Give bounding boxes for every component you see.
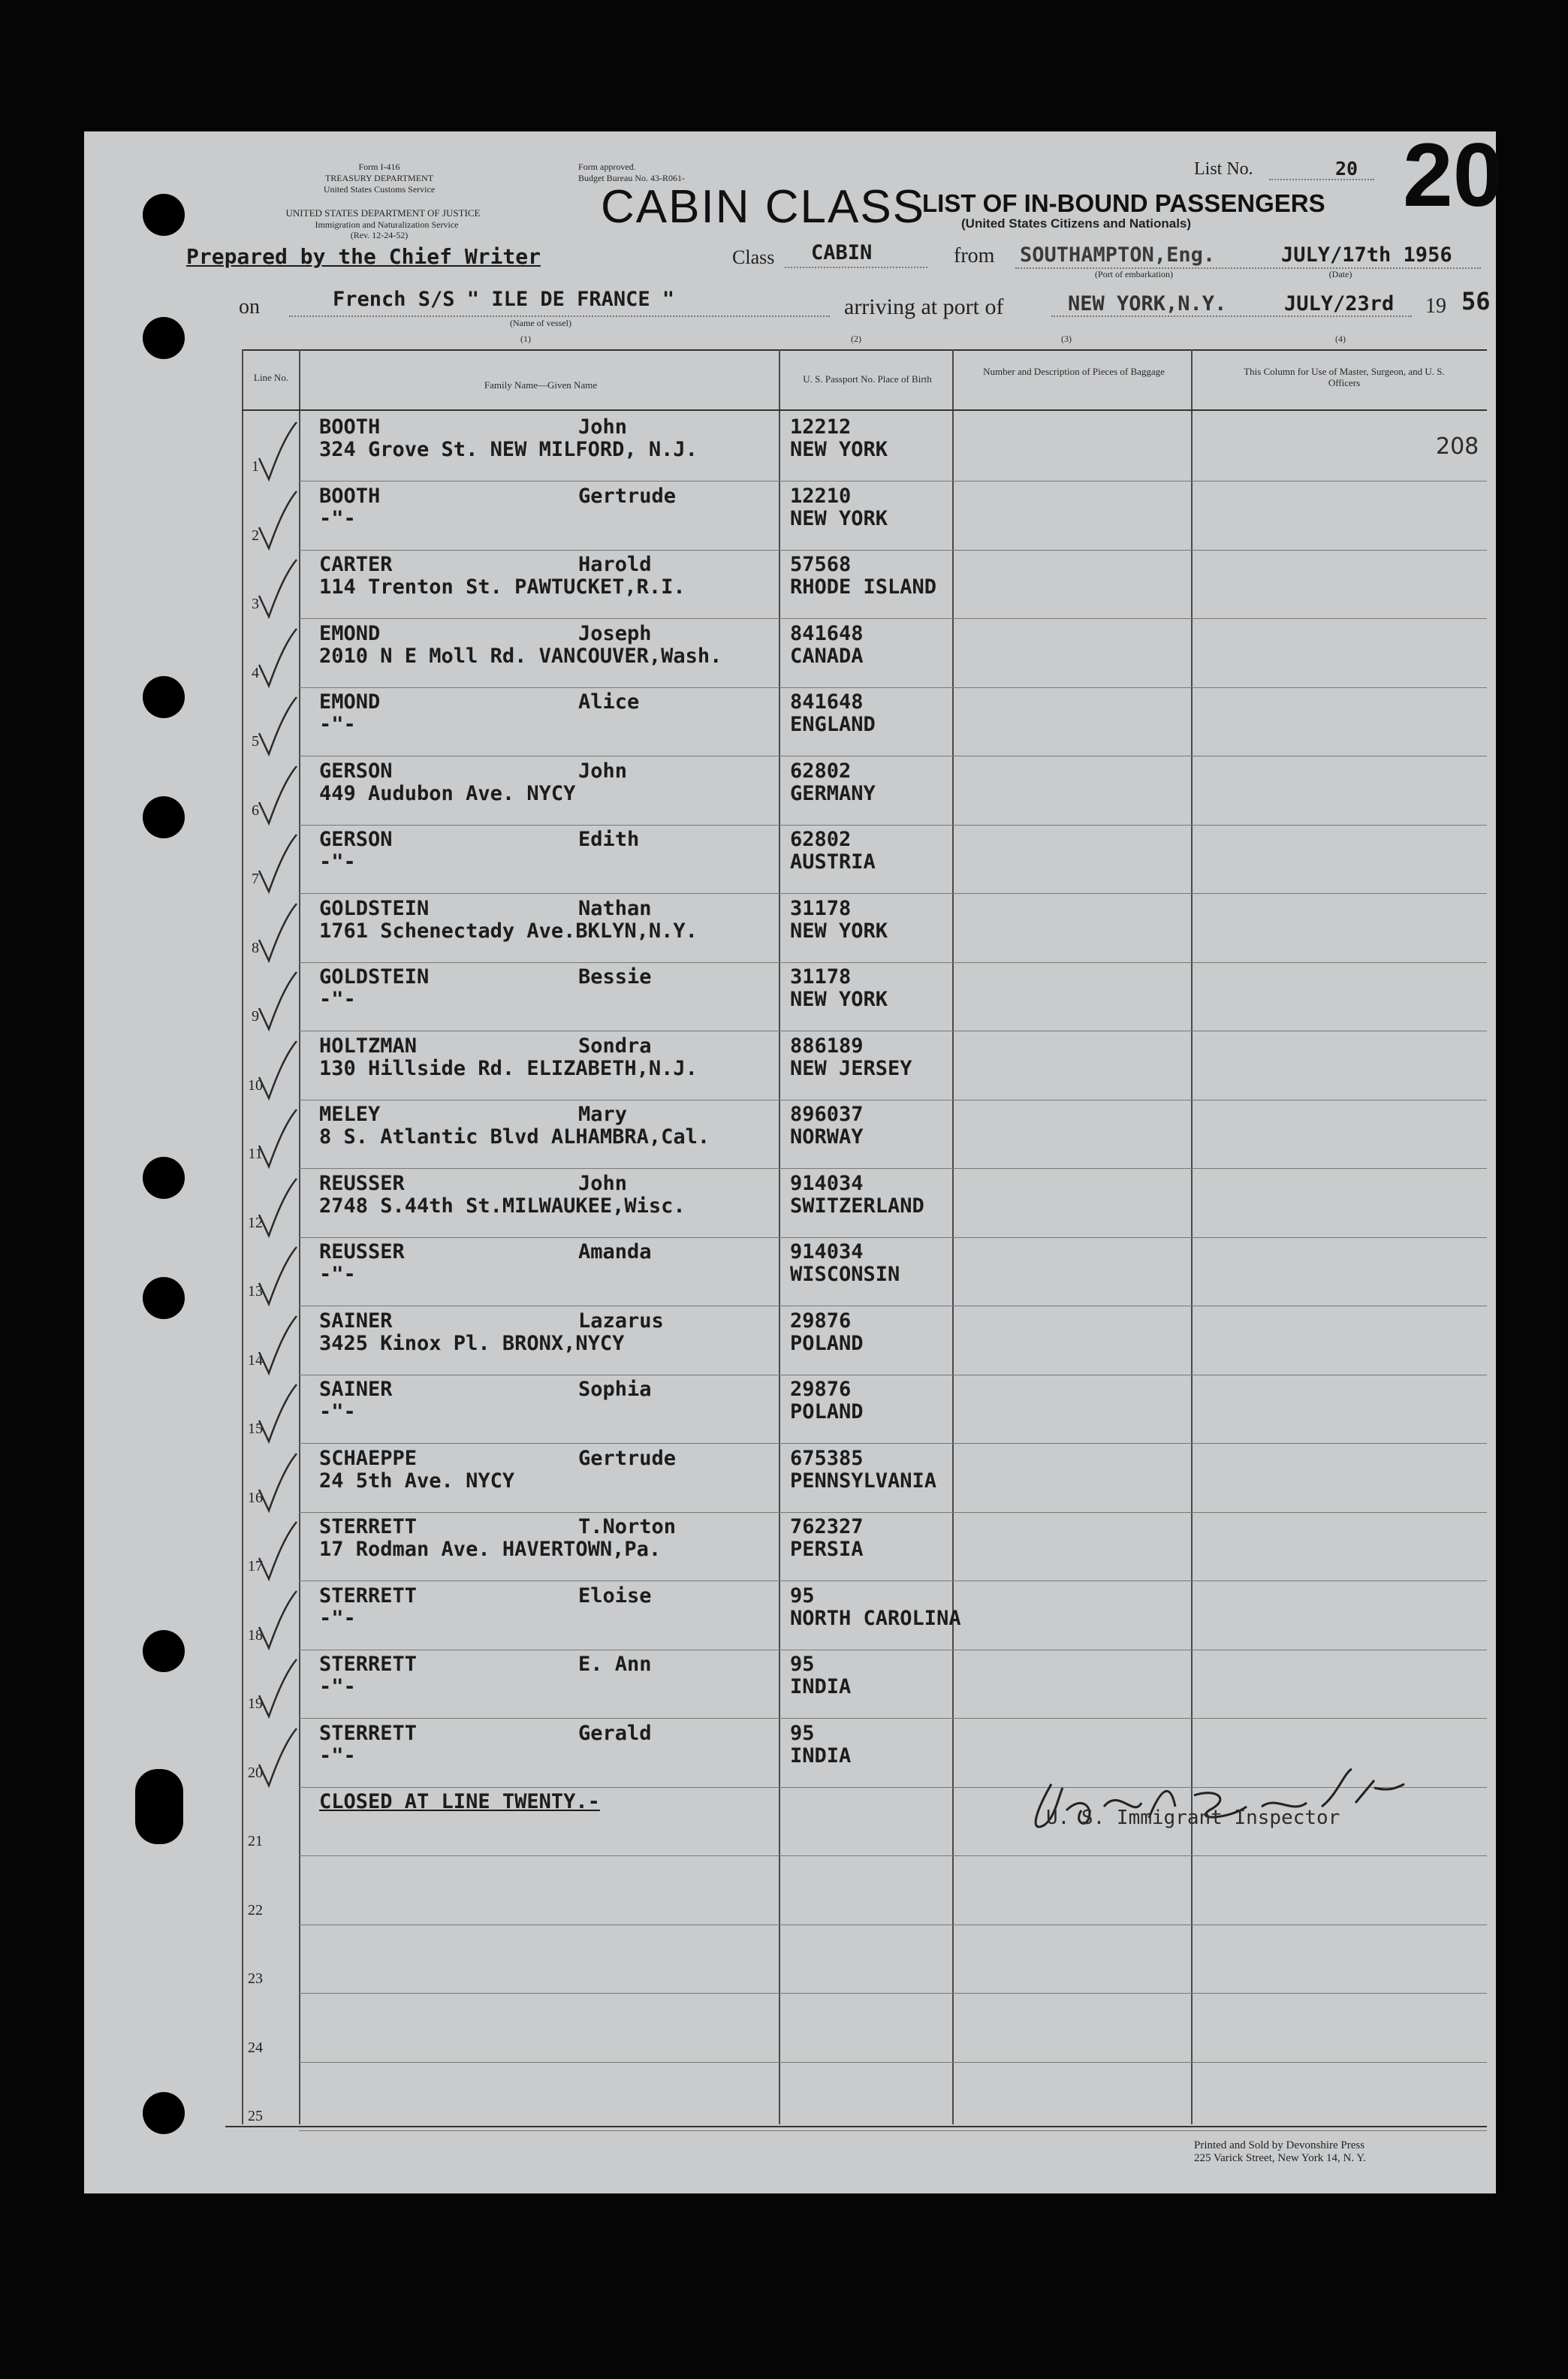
punch-hole	[143, 1277, 185, 1319]
passport-number: 675385	[790, 1447, 864, 1470]
row-divider	[299, 481, 1487, 482]
given-name: John	[578, 759, 628, 783]
check-mark-icon	[255, 1245, 300, 1313]
check-mark-icon	[255, 1108, 300, 1176]
given-name: Lazarus	[578, 1309, 664, 1333]
given-name: Mary	[578, 1103, 628, 1126]
place-of-birth: RHODE ISLAND	[790, 575, 937, 599]
given-name: Gertrude	[578, 485, 677, 508]
line-number: 20	[248, 1765, 263, 1781]
line-number: 23	[248, 1970, 263, 1987]
given-name: Alice	[578, 690, 640, 714]
punch-hole	[143, 1157, 185, 1199]
line-number: 4	[252, 665, 259, 681]
family-name: CLOSED AT LINE TWENTY.-	[319, 1790, 600, 1813]
row-divider	[299, 1443, 1487, 1444]
ins-label: Immigration and Naturalization Service	[315, 219, 459, 230]
line-number: 9	[252, 1008, 259, 1025]
line-number: 3	[252, 596, 259, 612]
passport-number: 762327	[790, 1515, 864, 1538]
line-number: 24	[248, 2039, 263, 2056]
address: -"-	[319, 1607, 356, 1630]
check-mark-icon	[255, 1177, 300, 1245]
row-divider	[299, 550, 1487, 551]
line-number: 10	[248, 1077, 263, 1094]
list-no-value: 20	[1335, 158, 1358, 180]
row-divider	[299, 2130, 1487, 2131]
check-mark-icon	[255, 490, 300, 557]
col-num-3: (3)	[1061, 334, 1072, 344]
passport-number: 914034	[790, 1240, 864, 1263]
address: -"-	[319, 988, 356, 1011]
line-number: 7	[252, 871, 259, 887]
check-mark-icon	[255, 1520, 300, 1588]
line-number: 21	[248, 1833, 263, 1849]
arriving-label: arriving at port of	[844, 294, 1004, 319]
col-num-1: (1)	[520, 334, 531, 344]
place-of-birth: POLAND	[790, 1400, 864, 1423]
class-value: CABIN	[811, 241, 873, 264]
given-name: Joseph	[578, 622, 652, 645]
table-top-border	[242, 349, 1487, 351]
given-name: Harold	[578, 553, 652, 576]
address: 1761 Schenectady Ave.BKLYN,N.Y.	[319, 919, 698, 943]
given-name: John	[578, 415, 628, 439]
passport-number: 95	[790, 1722, 815, 1745]
family-name: EMOND	[319, 690, 381, 714]
inspector-title: U. S. Immigrant Inspector	[1046, 1807, 1340, 1829]
list-subtitle: (United States Citizens and Nationals)	[961, 216, 1192, 231]
place-of-birth: SWITZERLAND	[790, 1194, 924, 1218]
passport-number: 31178	[790, 965, 852, 989]
row-divider	[299, 2062, 1487, 2063]
passport-number: 31178	[790, 897, 852, 920]
check-mark-icon	[255, 1727, 300, 1795]
given-name: E. Ann	[578, 1653, 652, 1676]
revision-label: (Rev. 12-24-52)	[350, 230, 409, 240]
col-header-baggage: Number and Description of Pieces of Baggage	[983, 366, 1165, 377]
address: 17 Rodman Ave. HAVERTOWN,Pa.	[319, 1538, 662, 1561]
place-of-birth: NORWAY	[790, 1125, 864, 1149]
family-name: SAINER	[319, 1378, 393, 1401]
line-number: 5	[252, 733, 259, 750]
passport-number: 29876	[790, 1378, 852, 1401]
check-mark-icon	[255, 696, 300, 763]
row-divider	[299, 825, 1487, 826]
check-mark-icon	[255, 558, 300, 626]
col-header-name: Family Name—Given Name	[484, 379, 598, 391]
line-number: 18	[248, 1627, 263, 1644]
place-of-birth: ENGLAND	[790, 713, 876, 736]
place-of-birth: NEW YORK	[790, 919, 888, 943]
passport-number: 62802	[790, 828, 852, 851]
approval-label: Form approved.	[578, 162, 636, 172]
address: 2748 S.44th St.MILWAUKEE,Wisc.	[319, 1194, 686, 1218]
given-name: Nathan	[578, 897, 652, 920]
check-mark-icon	[255, 1315, 300, 1382]
family-name: HOLTZMAN	[319, 1034, 418, 1058]
list-no-line	[1269, 179, 1374, 180]
prepared-by: Prepared by the Chief Writer	[186, 244, 541, 269]
family-name: GOLDSTEIN	[319, 897, 430, 920]
punch-hole	[143, 1630, 185, 1672]
budget-label: Budget Bureau No. 43-R061-	[578, 173, 685, 183]
year-prefix: 19	[1425, 294, 1446, 318]
list-big-number: 20	[1403, 125, 1503, 225]
family-name: REUSSER	[319, 1172, 405, 1195]
passport-number: 95	[790, 1653, 815, 1676]
form-number: Form I-416	[358, 162, 400, 172]
check-mark-icon	[255, 1590, 300, 1657]
place-of-birth: WISCONSIN	[790, 1263, 900, 1286]
passport-number: 57568	[790, 553, 852, 576]
punch-hole	[143, 676, 185, 718]
row-divider	[299, 893, 1487, 894]
class-line	[785, 267, 927, 268]
given-name: Gerald	[578, 1722, 652, 1745]
place-of-birth: CANADA	[790, 645, 864, 668]
row-divider	[299, 618, 1487, 619]
family-name: SAINER	[319, 1309, 393, 1333]
check-mark-icon	[255, 765, 300, 832]
from-label: from	[954, 244, 995, 267]
address: -"-	[319, 1675, 356, 1698]
given-name: Sophia	[578, 1378, 652, 1401]
list-no-label: List No.	[1194, 159, 1253, 179]
stamp-number: 208	[1436, 433, 1479, 460]
address: 24 5th Ave. NYCY	[319, 1469, 515, 1493]
vessel-line	[289, 315, 830, 317]
on-label: on	[239, 295, 260, 319]
address: -"-	[319, 1400, 356, 1423]
given-name: Sondra	[578, 1034, 652, 1058]
given-name: Amanda	[578, 1240, 652, 1263]
row-divider	[299, 962, 1487, 963]
col-num-2: (2)	[851, 334, 861, 344]
line-number: 25	[248, 2108, 263, 2124]
row-divider	[299, 1580, 1487, 1581]
family-name: REUSSER	[319, 1240, 405, 1263]
place-of-birth: NEW YORK	[790, 507, 888, 530]
place-of-birth: GERMANY	[790, 782, 876, 805]
place-of-birth: PENNSYLVANIA	[790, 1469, 937, 1493]
punch-hole	[143, 796, 185, 838]
justice-label: UNITED STATES DEPARTMENT OF JUSTICE	[285, 207, 481, 219]
address: 8 S. Atlantic Blvd ALHAMBRA,Cal.	[319, 1125, 710, 1149]
vessel-caption: (Name of vessel)	[510, 318, 571, 328]
col-header-line-no: Line No.	[253, 372, 289, 383]
family-name: GERSON	[319, 759, 393, 783]
passport-number: 841648	[790, 622, 864, 645]
vessel-value: French S/S " ILE DE FRANCE "	[333, 288, 675, 311]
line-number: 1	[252, 458, 259, 475]
family-name: GERSON	[319, 828, 393, 851]
passport-number: 841648	[790, 690, 864, 714]
address: 130 Hillside Rd. ELIZABETH,N.J.	[319, 1057, 698, 1080]
place-of-birth: INDIA	[790, 1675, 852, 1698]
given-name: Bessie	[578, 965, 652, 989]
line-number: 15	[248, 1420, 263, 1437]
arrival-date: JULY/23rd	[1284, 292, 1395, 315]
address: -"-	[319, 507, 356, 530]
punch-hole	[135, 1769, 183, 1844]
row-divider	[299, 1512, 1487, 1513]
row-divider	[299, 1168, 1487, 1169]
check-mark-icon	[255, 902, 300, 970]
line-number: 14	[248, 1352, 263, 1369]
address: 449 Audubon Ave. NYCY	[319, 782, 576, 805]
family-name: BOOTH	[319, 485, 381, 508]
address: 114 Trenton St. PAWTUCKET,R.I.	[319, 575, 686, 599]
place-of-birth: POLAND	[790, 1332, 864, 1355]
check-mark-icon	[255, 627, 300, 695]
place-of-birth: PERSIA	[790, 1538, 864, 1561]
line-number: 2	[252, 527, 259, 544]
line-number: 16	[248, 1490, 263, 1506]
family-name: MELEY	[319, 1103, 381, 1126]
place-of-birth: NEW JERSEY	[790, 1057, 912, 1080]
punch-hole	[143, 317, 185, 359]
check-mark-icon	[255, 1658, 300, 1725]
line-number: 12	[248, 1215, 263, 1231]
year-suffix: 56	[1461, 287, 1491, 315]
row-divider	[299, 687, 1487, 688]
port-embark-caption: (Port of embarkation)	[1095, 269, 1173, 279]
line-number: 11	[248, 1146, 263, 1162]
place-of-birth: NORTH CAROLINA	[790, 1607, 961, 1630]
place-of-birth: NEW YORK	[790, 438, 888, 461]
passport-number: 62802	[790, 759, 852, 783]
treasury-label: TREASURY DEPARTMENT	[324, 173, 434, 183]
line-number: 17	[248, 1558, 263, 1574]
given-name: T.Norton	[578, 1515, 677, 1538]
table-bottom-border	[225, 2126, 1487, 2127]
given-name: Edith	[578, 828, 640, 851]
given-name: John	[578, 1172, 628, 1195]
date-caption: (Date)	[1328, 269, 1352, 279]
place-of-birth: NEW YORK	[790, 988, 888, 1011]
check-mark-icon	[255, 1452, 300, 1520]
family-name: STERRETT	[319, 1722, 418, 1745]
address: 324 Grove St. NEW MILFORD, N.J.	[319, 438, 698, 461]
address: 3425 Kinox Pl. BRONX,NYCY	[319, 1332, 625, 1355]
family-name: CARTER	[319, 553, 393, 576]
row-divider	[299, 1718, 1487, 1719]
passport-number: 12210	[790, 485, 852, 508]
col-num-4: (4)	[1335, 334, 1346, 344]
line-number: 6	[252, 802, 259, 819]
punch-hole	[143, 2092, 185, 2134]
line-number: 13	[248, 1283, 263, 1300]
row-divider	[299, 1993, 1487, 1994]
address: 2010 N E Moll Rd. VANCOUVER,Wash.	[319, 645, 722, 668]
check-mark-icon	[255, 421, 300, 488]
col-header-passport: U. S. Passport No. Place of Birth	[803, 373, 932, 385]
place-of-birth: INDIA	[790, 1744, 852, 1768]
date-from: JULY/17th 1956	[1281, 243, 1452, 267]
from-value: SOUTHAMPTON,Eng.	[1020, 243, 1216, 267]
header-bottom-border	[242, 409, 1487, 411]
given-name: Eloise	[578, 1584, 652, 1608]
arrival-port: NEW YORK,N.Y.	[1068, 292, 1227, 315]
passport-number: 12212	[790, 415, 852, 439]
class-label: Class	[732, 246, 775, 268]
family-name: STERRETT	[319, 1653, 418, 1676]
check-mark-icon	[255, 1040, 300, 1107]
list-title: LIST OF IN-BOUND PASSENGERS	[922, 189, 1325, 217]
check-mark-icon	[255, 971, 300, 1038]
passport-number: 29876	[790, 1309, 852, 1333]
check-mark-icon	[255, 833, 300, 901]
address: -"-	[319, 1744, 356, 1768]
line-number: 8	[252, 940, 259, 956]
family-name: SCHAEPPE	[319, 1447, 418, 1470]
row-divider	[299, 1237, 1487, 1238]
col-header-officers: This Column for Use of Master, Surgeon, and U. S. Officers	[1244, 366, 1445, 388]
customs-label: United States Customs Service	[323, 184, 436, 195]
family-name: STERRETT	[319, 1515, 418, 1538]
given-name: Gertrude	[578, 1447, 677, 1470]
family-name: STERRETT	[319, 1584, 418, 1608]
check-mark-icon	[255, 1383, 300, 1451]
class-stamp: CABIN CLASS	[601, 181, 926, 233]
passport-number: 896037	[790, 1103, 864, 1126]
address: -"-	[319, 1263, 356, 1286]
line-number: 22	[248, 1902, 263, 1919]
passport-number: 886189	[790, 1034, 864, 1058]
line-number: 19	[248, 1695, 263, 1712]
passport-number: 914034	[790, 1172, 864, 1195]
punch-hole	[143, 194, 185, 236]
printer-line-2: 225 Varick Street, New York 14, N. Y.	[1194, 2152, 1366, 2164]
arrival-line	[1051, 315, 1412, 317]
address: -"-	[319, 850, 356, 874]
place-of-birth: AUSTRIA	[790, 850, 876, 874]
address: -"-	[319, 713, 356, 736]
family-name: EMOND	[319, 622, 381, 645]
family-name: GOLDSTEIN	[319, 965, 430, 989]
passport-number: 95	[790, 1584, 815, 1608]
family-name: BOOTH	[319, 415, 381, 439]
printer-line-1: Printed and Sold by Devonshire Press	[1194, 2139, 1365, 2151]
row-divider	[299, 1855, 1487, 1856]
table-left-border	[242, 349, 243, 2124]
